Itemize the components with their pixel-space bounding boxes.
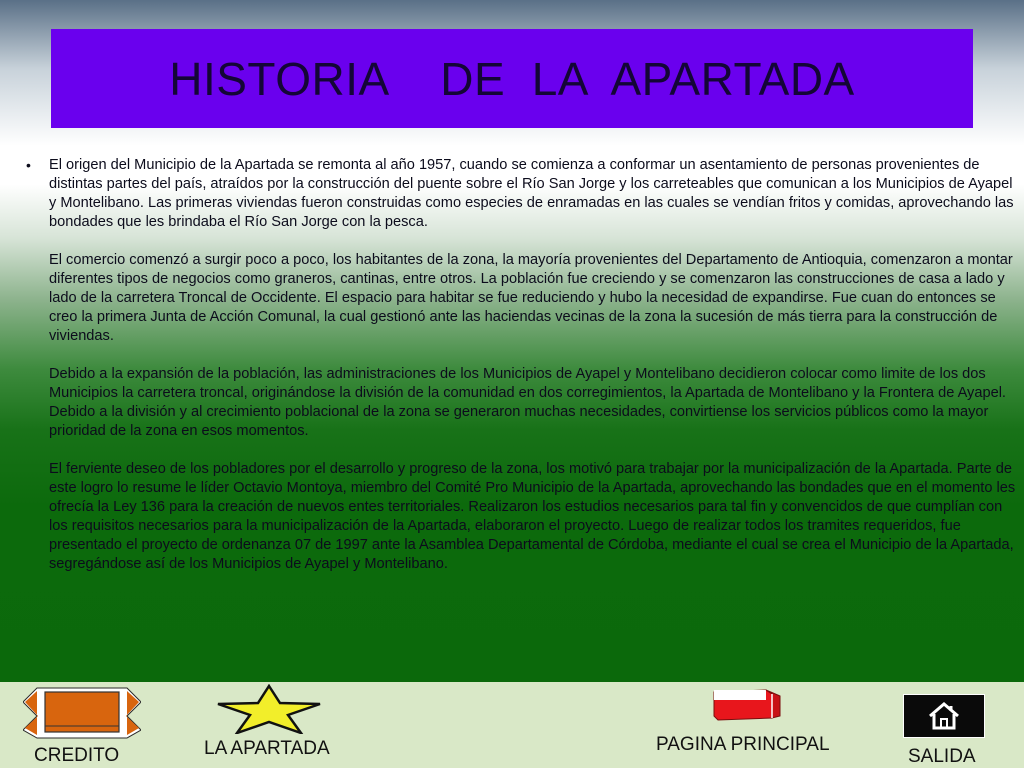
salida-button[interactable] — [898, 692, 998, 768]
slide-content — [26, 156, 1016, 574]
star-icon — [216, 684, 322, 734]
la-apartada-label: LA APARTADA — [204, 738, 330, 759]
scroll-icon — [23, 686, 141, 740]
paragraph-commerce: El comercio comenzó a surgir poco a poco, los habitantes de la zona, la mayoría provenientes del Departamento de Antioquia, comenzaron a montar diferentes tipos de negocios como graneros, cantinas, entre otros. La población fue creciendo y se comenzaron las construcciones de casa a lado y lado de la carretera Troncal de Occidente. El espacio para habitar se fue reduciendo y hubo la necesidad de expandirse. Fue cuan do entonces se creo la primera Junta de Acción Comunal, la cual gestionó ante las haciendas vecinas de la zona la sucesión de más tierra para la construcción de viviendas. — [49, 252, 1013, 344]
credito-label: CREDITO — [34, 745, 120, 766]
flag-icon — [710, 688, 782, 724]
la-apartada-button[interactable] — [200, 684, 350, 764]
credito-button[interactable] — [20, 686, 150, 768]
title-banner — [51, 29, 973, 128]
bullet-marker: • — [26, 157, 31, 173]
home-icon — [903, 694, 985, 738]
paragraph-municipalization: El ferviente deseo de los pobladores por el desarrollo y progreso de la zona, los motivó para trabajar por la municipalización de la Apartada. Parte de este logro lo resume le líder Octavio Montoya, miembro del Comité Pro Municipio de la Apartada, aprovechando las bondades que en el momento les ofrecía la Ley 136 para la creación de nuevos entes territoriales. Realizaron los estudios necesarios para tal fin y convencidos de que cumplían con los requisitos necesarios para la municipalización de la Apartada, elaboraron el proyecto. Luego de realizar todos los tramites requeridos, fue presentado el proyecto de ordenanza 07 de 1997 ante la Asamblea Departamental de Córdoba, mediante el cual se crea el Municipio de la Apartada, segregándose así de los Municipios de Ayapel y Montelibano. — [49, 461, 1016, 572]
navigation-bar — [0, 682, 1024, 768]
page-title: HISTORIA DE LA APARTADA — [169, 52, 855, 105]
pagina-principal-label: PAGINA PRINCIPAL — [656, 734, 830, 755]
salida-label: SALIDA — [908, 746, 976, 767]
paragraph-expansion: Debido a la expansión de la población, las administraciones de los Municipios de Ayapel y Montelibano decidieron colocar como limite de los dos Municipios la carretera troncal, originándose la división de la comunidad en dos corregimientos, la Apartada de Montelibano y la Frontera de Ayapel. Debido a la división y al crecimiento poblacional de la zona se generaron muchas necesidades, convirtiense los servicios públicos como la mayor prioridad de la zona en esos momentos. — [49, 366, 1006, 439]
history-text — [49, 156, 1016, 574]
paragraph-origin: El origen del Municipio de la Apartada se remonta al año 1957, cuando se comienza a conformar un asentamiento de personas provenientes de distintas partes del país, atraídos por la construcción del puente sobre el Río San Jorge y los carreteables que comunican a los Municipios de Ayapel y Montelibano. Las primeras viviendas fueron construidas como especies de enramadas en las cuales se vendían fritos y comidas, aprovechando las bondades que les brindaba el Río San Jorge con la pesca. — [49, 157, 1014, 230]
pagina-principal-button[interactable] — [650, 688, 860, 760]
